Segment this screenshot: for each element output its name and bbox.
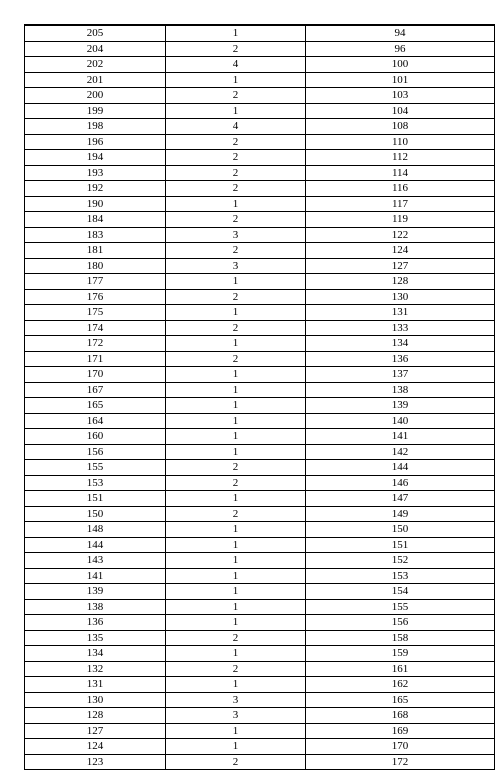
count-cell: 1 (166, 103, 306, 119)
count-cell: 1 (166, 537, 306, 553)
count-cell: 2 (166, 212, 306, 228)
score-table (24, 24, 495, 770)
score-cell: 160 (25, 429, 166, 445)
table-row (25, 305, 495, 321)
score-cell: 177 (25, 274, 166, 290)
table-row (25, 336, 495, 352)
cumulative-cell: 149 (306, 506, 495, 522)
cumulative-cell: 133 (306, 320, 495, 336)
cumulative-cell: 142 (306, 444, 495, 460)
count-cell: 2 (166, 661, 306, 677)
cumulative-cell: 119 (306, 212, 495, 228)
cumulative-cell: 153 (306, 568, 495, 584)
cumulative-cell: 134 (306, 336, 495, 352)
table-row (25, 289, 495, 305)
score-cell: 184 (25, 212, 166, 228)
score-cell: 200 (25, 88, 166, 104)
score-cell: 138 (25, 599, 166, 615)
table-row (25, 398, 495, 414)
score-cell: 165 (25, 398, 166, 414)
cumulative-cell: 112 (306, 150, 495, 166)
table-row (25, 537, 495, 553)
count-cell: 2 (166, 460, 306, 476)
cumulative-cell: 103 (306, 88, 495, 104)
table-row (25, 444, 495, 460)
table-row (25, 599, 495, 615)
table-row (25, 475, 495, 491)
table-row (25, 491, 495, 507)
cumulative-cell: 130 (306, 289, 495, 305)
score-cell: 176 (25, 289, 166, 305)
table-row (25, 429, 495, 445)
score-cell: 175 (25, 305, 166, 321)
cumulative-cell: 144 (306, 460, 495, 476)
score-cell: 180 (25, 258, 166, 274)
score-cell: 190 (25, 196, 166, 212)
cumulative-cell: 139 (306, 398, 495, 414)
cumulative-cell: 170 (306, 739, 495, 755)
cumulative-cell: 122 (306, 227, 495, 243)
cumulative-cell: 117 (306, 196, 495, 212)
score-cell: 130 (25, 692, 166, 708)
table-row (25, 227, 495, 243)
cumulative-cell: 94 (306, 25, 495, 41)
count-cell: 1 (166, 305, 306, 321)
table-row (25, 615, 495, 631)
score-cell: 123 (25, 754, 166, 770)
count-cell: 2 (166, 134, 306, 150)
count-cell: 1 (166, 677, 306, 693)
count-cell: 1 (166, 615, 306, 631)
score-cell: 205 (25, 25, 166, 41)
count-cell: 4 (166, 57, 306, 73)
count-cell: 2 (166, 475, 306, 491)
table-row (25, 646, 495, 662)
score-cell: 148 (25, 522, 166, 538)
score-cell: 143 (25, 553, 166, 569)
count-cell: 1 (166, 444, 306, 460)
score-cell: 136 (25, 615, 166, 631)
table-row (25, 57, 495, 73)
table-row (25, 506, 495, 522)
table-row (25, 553, 495, 569)
count-cell: 1 (166, 25, 306, 41)
table-row (25, 258, 495, 274)
table-row (25, 150, 495, 166)
table-row (25, 413, 495, 429)
count-cell: 1 (166, 491, 306, 507)
score-cell: 139 (25, 584, 166, 600)
table-row (25, 677, 495, 693)
cumulative-cell: 116 (306, 181, 495, 197)
count-cell: 1 (166, 522, 306, 538)
table-row (25, 181, 495, 197)
score-cell: 196 (25, 134, 166, 150)
table-row (25, 196, 495, 212)
cumulative-cell: 152 (306, 553, 495, 569)
count-cell: 1 (166, 413, 306, 429)
score-cell: 202 (25, 57, 166, 73)
count-cell: 1 (166, 382, 306, 398)
table-row (25, 274, 495, 290)
count-cell: 3 (166, 227, 306, 243)
count-cell: 1 (166, 723, 306, 739)
score-cell: 192 (25, 181, 166, 197)
count-cell: 2 (166, 243, 306, 259)
score-cell: 124 (25, 739, 166, 755)
count-cell: 3 (166, 708, 306, 724)
count-cell: 2 (166, 289, 306, 305)
table-row (25, 522, 495, 538)
count-cell: 1 (166, 584, 306, 600)
score-cell: 201 (25, 72, 166, 88)
table-row (25, 72, 495, 88)
cumulative-cell: 136 (306, 351, 495, 367)
cumulative-cell: 124 (306, 243, 495, 259)
cumulative-cell: 127 (306, 258, 495, 274)
score-cell: 153 (25, 475, 166, 491)
cumulative-cell: 146 (306, 475, 495, 491)
score-cell: 204 (25, 41, 166, 57)
table-row (25, 367, 495, 383)
cumulative-cell: 100 (306, 57, 495, 73)
cumulative-cell: 101 (306, 72, 495, 88)
score-cell: 156 (25, 444, 166, 460)
count-cell: 1 (166, 398, 306, 414)
count-cell: 2 (166, 506, 306, 522)
cumulative-cell: 137 (306, 367, 495, 383)
cumulative-cell: 161 (306, 661, 495, 677)
table-row (25, 103, 495, 119)
count-cell: 2 (166, 351, 306, 367)
cumulative-cell: 96 (306, 41, 495, 57)
cumulative-cell: 158 (306, 630, 495, 646)
score-cell: 155 (25, 460, 166, 476)
cumulative-cell: 108 (306, 119, 495, 135)
score-cell: 127 (25, 723, 166, 739)
cumulative-cell: 155 (306, 599, 495, 615)
count-cell: 2 (166, 88, 306, 104)
count-cell: 2 (166, 320, 306, 336)
count-cell: 1 (166, 196, 306, 212)
count-cell: 1 (166, 739, 306, 755)
table-row (25, 568, 495, 584)
cumulative-cell: 114 (306, 165, 495, 181)
score-cell: 132 (25, 661, 166, 677)
score-cell: 151 (25, 491, 166, 507)
score-cell: 198 (25, 119, 166, 135)
score-cell: 135 (25, 630, 166, 646)
cumulative-cell: 104 (306, 103, 495, 119)
score-cell: 144 (25, 537, 166, 553)
cumulative-cell: 150 (306, 522, 495, 538)
count-cell: 1 (166, 429, 306, 445)
table-row (25, 243, 495, 259)
cumulative-cell: 147 (306, 491, 495, 507)
cumulative-cell: 128 (306, 274, 495, 290)
cumulative-cell: 140 (306, 413, 495, 429)
count-cell: 1 (166, 568, 306, 584)
score-cell: 164 (25, 413, 166, 429)
count-cell: 2 (166, 754, 306, 770)
score-cell: 134 (25, 646, 166, 662)
cumulative-cell: 138 (306, 382, 495, 398)
cumulative-cell: 165 (306, 692, 495, 708)
score-cell: 150 (25, 506, 166, 522)
cumulative-cell: 168 (306, 708, 495, 724)
table-body (25, 25, 495, 770)
score-cell: 174 (25, 320, 166, 336)
table-row (25, 708, 495, 724)
score-cell: 170 (25, 367, 166, 383)
cumulative-cell: 156 (306, 615, 495, 631)
table-row (25, 692, 495, 708)
cumulative-cell: 169 (306, 723, 495, 739)
table-row (25, 119, 495, 135)
table-row (25, 739, 495, 755)
count-cell: 3 (166, 258, 306, 274)
count-cell: 3 (166, 692, 306, 708)
score-cell: 128 (25, 708, 166, 724)
score-cell: 194 (25, 150, 166, 166)
count-cell: 1 (166, 367, 306, 383)
score-cell: 181 (25, 243, 166, 259)
score-cell: 183 (25, 227, 166, 243)
score-cell: 171 (25, 351, 166, 367)
score-cell: 172 (25, 336, 166, 352)
table-row (25, 630, 495, 646)
table-row (25, 661, 495, 677)
table-row (25, 723, 495, 739)
table-row (25, 584, 495, 600)
table-row (25, 41, 495, 57)
count-cell: 2 (166, 165, 306, 181)
cumulative-cell: 131 (306, 305, 495, 321)
count-cell: 2 (166, 630, 306, 646)
count-cell: 4 (166, 119, 306, 135)
cumulative-cell: 172 (306, 754, 495, 770)
cumulative-cell: 159 (306, 646, 495, 662)
table-row (25, 212, 495, 228)
cumulative-cell: 141 (306, 429, 495, 445)
cumulative-cell: 110 (306, 134, 495, 150)
table-row (25, 460, 495, 476)
table-row (25, 134, 495, 150)
table-row (25, 351, 495, 367)
table-row (25, 382, 495, 398)
table-row (25, 165, 495, 181)
count-cell: 2 (166, 150, 306, 166)
score-cell: 193 (25, 165, 166, 181)
count-cell: 2 (166, 41, 306, 57)
score-cell: 199 (25, 103, 166, 119)
count-cell: 1 (166, 553, 306, 569)
count-cell: 1 (166, 274, 306, 290)
table-row (25, 25, 495, 41)
score-cell: 167 (25, 382, 166, 398)
count-cell: 1 (166, 646, 306, 662)
table-row (25, 320, 495, 336)
cumulative-cell: 162 (306, 677, 495, 693)
table-row (25, 754, 495, 770)
cumulative-cell: 154 (306, 584, 495, 600)
count-cell: 1 (166, 336, 306, 352)
cumulative-cell: 151 (306, 537, 495, 553)
count-cell: 1 (166, 72, 306, 88)
score-cell: 131 (25, 677, 166, 693)
score-cell: 141 (25, 568, 166, 584)
count-cell: 1 (166, 599, 306, 615)
table-row (25, 88, 495, 104)
count-cell: 2 (166, 181, 306, 197)
